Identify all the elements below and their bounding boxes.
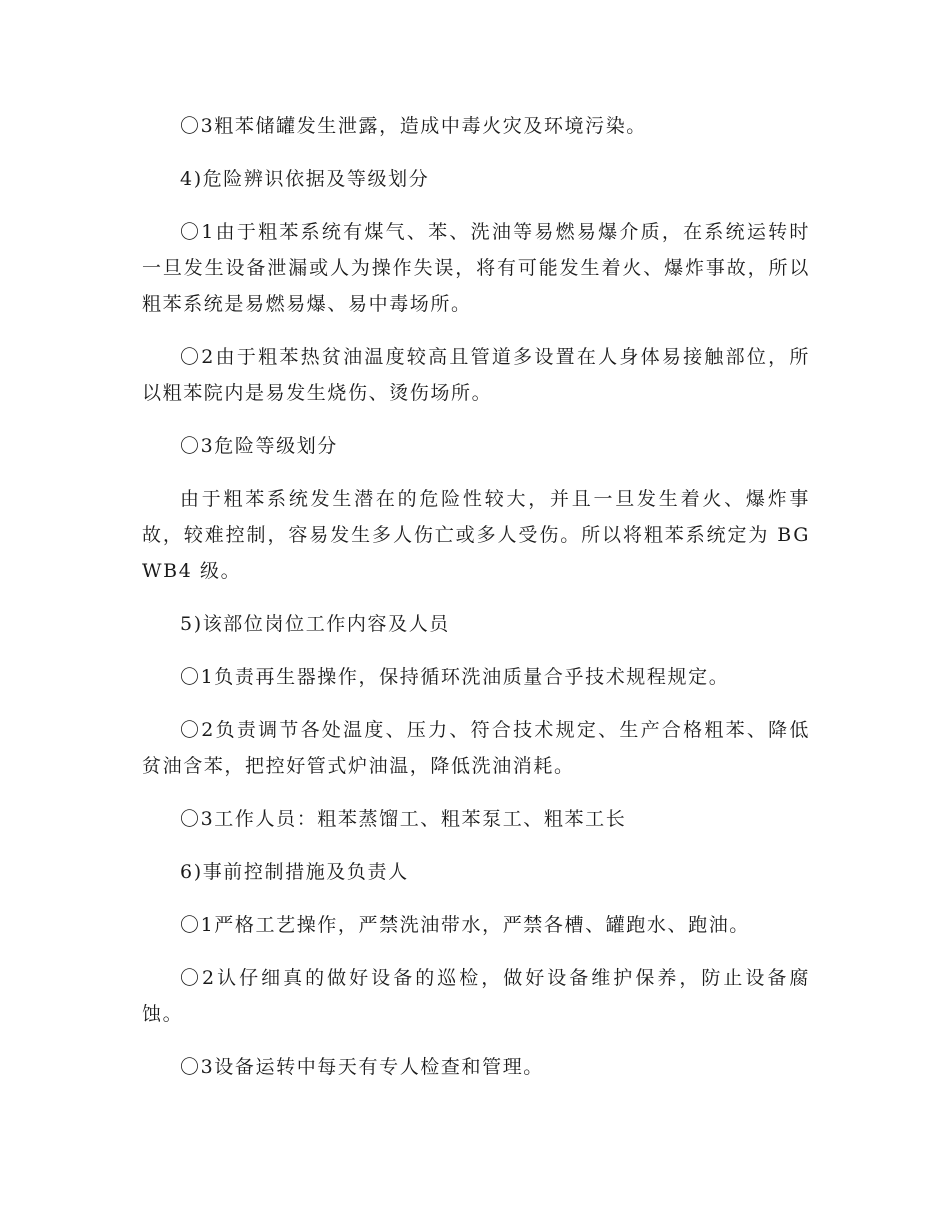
paragraph-storage-tank-leak: 〇3粗苯储罐发生泄露，造成中毒火灾及环境污染。 [180,115,647,137]
paragraph-strict-operation: 〇1严格工艺操作，严禁洗油带水，严禁各槽、罐跑水、跑油。 [180,914,750,936]
paragraph-inspection: 〇2认仔细真的做好设备的巡检，做好设备维护保养，防止设备腐蚀。 [142,967,810,1025]
paragraph-flammable-media: 〇1由于粗苯系统有煤气、苯、洗油等易燃易爆介质，在系统运转时一旦发生设备泄漏或人为操作失误，将有可能发生着火、爆炸事故，所以粗苯系统是易燃易爆、易中毒场所。 [142,221,810,315]
heading-job-content: 5)该部位岗位工作内容及人员 [180,613,450,635]
heading-hazard-identification: 4)危险辨识依据及等级划分 [180,168,430,190]
paragraph-temperature-duty: 〇2负责调节各处温度、压力、符合技术规定、生产合格粗苯、降低贫油含苯，把控好管式炉油温，降低洗油消耗。 [142,719,810,777]
paragraph-regenerator-duty: 〇1负责再生器操作，保持循环洗油质量合乎技术规程规定。 [180,666,730,688]
paragraph-daily-check: 〇3设备运转中每天有专人检查和管理。 [180,1056,544,1078]
document-body [142,108,810,1102]
heading-preventive-measures: 6)事前控制措施及负责人 [180,861,409,883]
paragraph-staff: 〇3工作人员：粗苯蒸馏工、粗苯泵工、粗苯工长 [180,808,627,830]
paragraph-hazard-level-title: 〇3危险等级划分 [180,435,338,457]
paragraph-hazard-level-detail: 由于粗苯系统发生潜在的危险性较大，并且一旦发生着火、爆炸事故，较难控制，容易发生多人伤亡或多人受伤。所以将粗苯系统定为 BGWB4 级。 [142,488,810,582]
paragraph-burn-hazard: 〇2由于粗苯热贫油温度较高且管道多设置在人身体易接触部位，所以粗苯院内是易发生烧伤、烫伤场所。 [142,346,810,404]
